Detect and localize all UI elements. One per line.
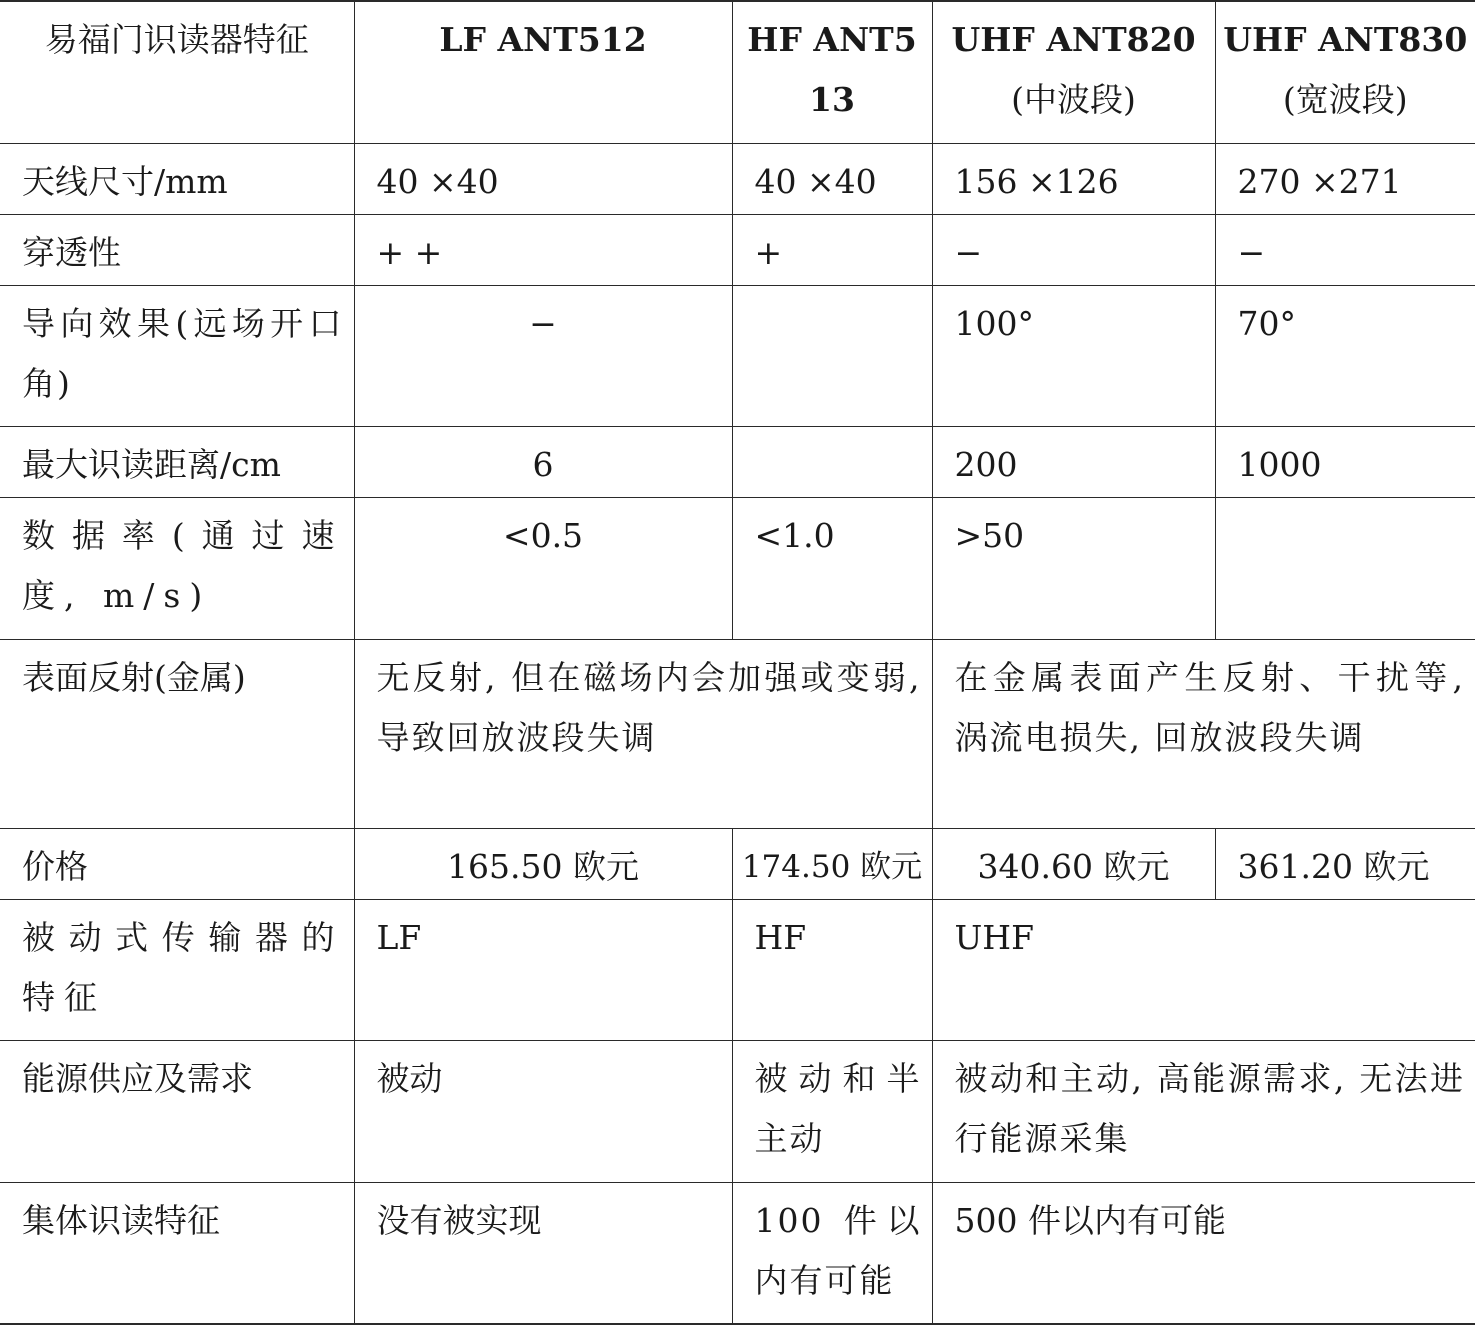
cell-value: 340.60 欧元 bbox=[932, 828, 1215, 899]
cell-value: 40 ×40 bbox=[732, 143, 932, 214]
cell-value bbox=[1215, 497, 1475, 639]
header-uhf-ant830-model: UHF ANT830 bbox=[1223, 20, 1468, 59]
cell-value: − bbox=[932, 214, 1215, 285]
row-label: 表面反射(金属) bbox=[0, 639, 354, 828]
row-label: 导向效果(远场开口角) bbox=[0, 285, 354, 426]
cell-value: 被动和半主动 bbox=[732, 1040, 932, 1182]
cell-value: 无反射, 但在磁场内会加强或变弱, 导致回放波段失调 bbox=[354, 639, 932, 828]
header-feature: 易福门识读器特征 bbox=[0, 1, 354, 143]
table-row bbox=[0, 285, 1475, 426]
cell-value: 被动 bbox=[354, 1040, 732, 1182]
header-hf-ant513: HF ANT513 bbox=[732, 1, 932, 143]
table-row bbox=[0, 497, 1475, 639]
cell-value: HF bbox=[732, 899, 932, 1040]
cell-value: 没有被实现 bbox=[354, 1182, 732, 1324]
cell-value: <1.0 bbox=[732, 497, 932, 639]
header-uhf-ant830-band: (宽波段) bbox=[1282, 80, 1408, 119]
cell-value: 100 件以内有可能 bbox=[732, 1182, 932, 1324]
row-label: 穿透性 bbox=[0, 214, 354, 285]
table-header-row bbox=[0, 1, 1475, 143]
header-uhf-ant830 bbox=[1215, 1, 1475, 143]
cell-value: 270 ×271 bbox=[1215, 143, 1475, 214]
cell-value: 174.50 欧元 bbox=[732, 828, 932, 899]
table-row bbox=[0, 214, 1475, 285]
table-row bbox=[0, 143, 1475, 214]
table-row bbox=[0, 426, 1475, 497]
row-label: 被动式传输器的特征 bbox=[0, 899, 354, 1040]
row-label: 能源供应及需求 bbox=[0, 1040, 354, 1182]
cell-value: 361.20 欧元 bbox=[1215, 828, 1475, 899]
table-row bbox=[0, 639, 1475, 828]
cell-value: 在金属表面产生反射、干扰等, 涡流电损失, 回放波段失调 bbox=[932, 639, 1475, 828]
cell-value: + bbox=[732, 214, 932, 285]
row-label: 数据率(通过速度, m/s) bbox=[0, 497, 354, 639]
cell-value: 1000 bbox=[1215, 426, 1475, 497]
header-lf-ant512: LF ANT512 bbox=[354, 1, 732, 143]
cell-value bbox=[732, 426, 932, 497]
table-row bbox=[0, 828, 1475, 899]
cell-value: 70° bbox=[1215, 285, 1475, 426]
cell-value: 100° bbox=[932, 285, 1215, 426]
cell-value bbox=[732, 285, 932, 426]
row-label: 天线尺寸/mm bbox=[0, 143, 354, 214]
table-row bbox=[0, 899, 1475, 1040]
cell-value: <0.5 bbox=[354, 497, 732, 639]
cell-value: + + bbox=[354, 214, 732, 285]
cell-value: UHF bbox=[932, 899, 1475, 1040]
header-uhf-ant820 bbox=[932, 1, 1215, 143]
header-uhf-ant820-model: UHF ANT820 bbox=[951, 20, 1196, 59]
cell-value: 500 件以内有可能 bbox=[932, 1182, 1475, 1324]
cell-value: 165.50 欧元 bbox=[354, 828, 732, 899]
table-row bbox=[0, 1040, 1475, 1182]
row-label: 最大识读距离/cm bbox=[0, 426, 354, 497]
row-label: 价格 bbox=[0, 828, 354, 899]
cell-value: 6 bbox=[354, 426, 732, 497]
cell-value: 被动和主动, 高能源需求, 无法进行能源采集 bbox=[932, 1040, 1475, 1182]
cell-value: 200 bbox=[932, 426, 1215, 497]
cell-value: − bbox=[1215, 214, 1475, 285]
row-label: 集体识读特征 bbox=[0, 1182, 354, 1324]
cell-value: >50 bbox=[932, 497, 1215, 639]
cell-value: 156 ×126 bbox=[932, 143, 1215, 214]
cell-value: LF bbox=[354, 899, 732, 1040]
header-uhf-ant820-band: (中波段) bbox=[1011, 80, 1136, 119]
table-row bbox=[0, 1182, 1475, 1324]
cell-value: 40 ×40 bbox=[354, 143, 732, 214]
cell-value: − bbox=[354, 285, 732, 426]
